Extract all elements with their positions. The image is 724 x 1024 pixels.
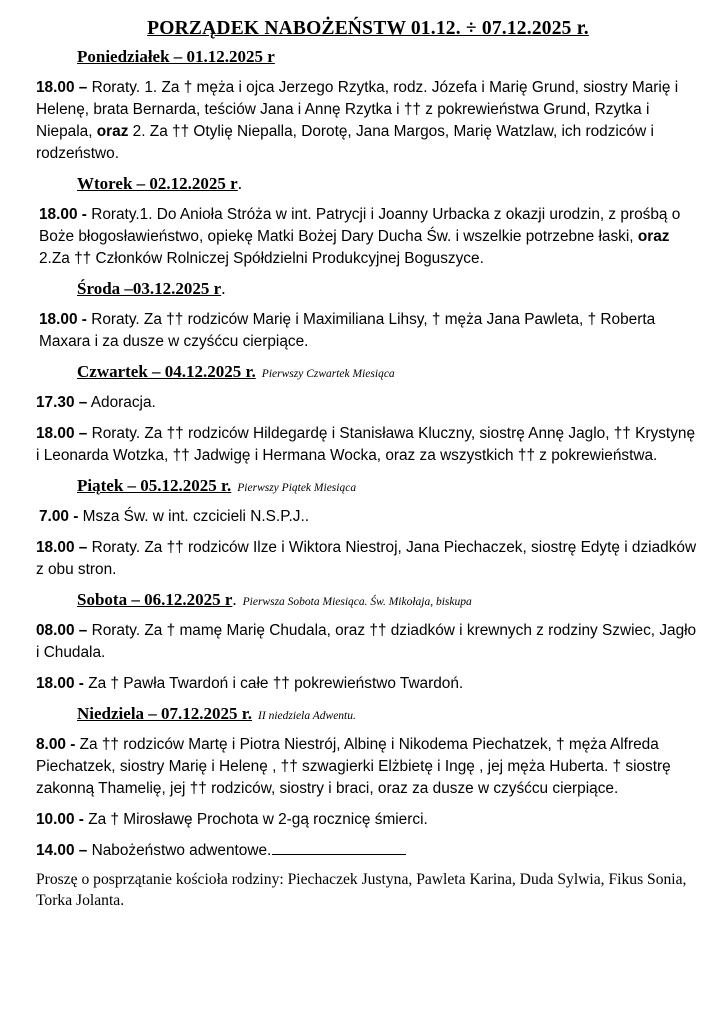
day-heading <box>77 362 700 384</box>
day-heading <box>77 476 700 498</box>
intention-text: Nabożeństwo adwentowe. <box>87 842 272 859</box>
mass-entry <box>36 309 700 353</box>
intention-text: Za †† rodziców Martę i Piotra Niestrój, Albinę i Nikodema Piechatzek, † męża Alfreda Piechatzek, siostry Marię i Helenę , †† szwagierki Elżbietę i Ingę , jej męża Huberta. † siostrę zakonną Thamelię, jej †† rodziców, siostry i braci, oraz za dusze w czyśćcu cierpiące. <box>36 736 671 797</box>
day-section <box>36 476 700 581</box>
day-heading-note: Pierwszy Piątek Miesiąca <box>237 482 357 494</box>
day-heading-note: Pierwszy Czwartek Miesiąca <box>261 368 395 380</box>
mass-time: 10.00 - <box>36 811 84 828</box>
day-section <box>36 704 700 862</box>
conjunction-bold: oraz <box>637 228 670 245</box>
mass-time: 18.00 - <box>39 311 87 328</box>
intention-text: Roraty.1. Do Anioła Stróża w int. Patrycji i Joanny Urbacka z okazji urodzin, z prośbą o Boże błogosławieństwo, opiekę Matki Bożej Dary Ducha Św. i wszelkie potrzebne łaski, <box>39 206 681 245</box>
day-section <box>36 590 700 695</box>
mass-entry <box>36 734 700 800</box>
intention-text: Roraty. 1. Za † męża i ojca Jerzego Rzytka, rodz. Józefa i Marię Grund, siostry Marię i Helenę, brata Bernarda, teściów Jana i Annę Rzytka i †† z pokrewieństwa Grund, Rzytka i Niepala, <box>36 79 679 140</box>
day-heading-title: Poniedziałek – 01.12.2025 r <box>77 47 275 66</box>
mass-entry <box>36 423 700 467</box>
day-heading-note: II niedziela Adwentu. <box>258 710 356 722</box>
document-title: PORZĄDEK NABOŻEŃSTW 01.12. ÷ 07.12.2025 r. <box>147 18 589 39</box>
mass-time: 8.00 - <box>36 736 76 753</box>
day-heading-tail: . <box>237 174 242 193</box>
intention-text: Roraty. Za †† rodziców Marię i Maximiliana Lihsy, † męża Jana Pawleta, † Roberta Maxara i za dusze w czyśćcu cierpiące. <box>39 311 656 350</box>
day-heading <box>77 279 700 301</box>
intention-text: Roraty. Za †† rodziców Ilze i Wiktora Niestroj, Jana Piechaczek, siostrę Edytę i dziadków z obu stron. <box>36 539 697 578</box>
intention-text: 2. Za †† Otylię Niepalla, Dorotę, Jana Margos, Marię Watzlaw, ich rodziców i rodzeństwo. <box>36 123 654 162</box>
day-heading-title: Wtorek – 02.12.2025 r <box>77 174 238 193</box>
mass-entry <box>36 809 700 831</box>
mass-time: 18.00 – <box>36 425 88 442</box>
day-heading <box>77 590 700 612</box>
day-heading-title: Środa –03.12.2025 r <box>77 279 222 298</box>
mass-entry <box>36 537 700 581</box>
mass-time: 14.00 – <box>36 842 88 859</box>
mass-entry <box>36 77 700 165</box>
day-heading <box>77 47 700 69</box>
mass-entry <box>36 673 700 695</box>
day-section <box>36 279 700 353</box>
day-section <box>36 362 700 467</box>
mass-entry <box>36 204 700 270</box>
day-heading-title: Czwartek – 04.12.2025 r. <box>77 362 256 381</box>
mass-entry <box>36 506 700 528</box>
day-heading <box>77 174 700 196</box>
intention-text: Roraty. Za † mamę Marię Chudala, oraz †† dziadków i krewnych z rodziny Szwiec, Jagło i Chudala. <box>36 622 697 661</box>
day-section <box>36 47 700 165</box>
blank-line <box>272 840 406 855</box>
day-heading-title: Piątek – 05.12.2025 r. <box>77 476 232 495</box>
intention-text: Za † Mirosławę Prochota w 2-gą rocznicę śmierci. <box>83 811 428 828</box>
day-section <box>36 174 700 270</box>
mass-entry <box>36 620 700 664</box>
mass-entry <box>36 840 700 862</box>
mass-time: 18.00 - <box>39 206 87 223</box>
cleaning-notice: Proszę o posprzątanie kościoła rodziny: Piechaczek Justyna, Pawleta Karina, Duda Sylwia, Fikus Sonia, Torka Jolanta. <box>36 871 687 909</box>
intention-text: Msza Św. w int. czcicieli N.S.P.J.. <box>78 508 309 525</box>
intention-text: Za † Pawła Twardoń i całe †† pokrewieństwo Twardoń. <box>83 675 464 692</box>
mass-time: 08.00 – <box>36 622 88 639</box>
mass-time: 18.00 – <box>36 539 88 556</box>
days-list <box>36 47 700 862</box>
mass-time: 7.00 - <box>39 508 79 525</box>
day-heading-tail: . <box>221 279 226 298</box>
mass-time: 18.00 - <box>36 675 84 692</box>
schedule-document <box>36 18 700 911</box>
day-heading-title: Sobota – 06.12.2025 r <box>77 590 233 609</box>
mass-entry <box>36 392 700 414</box>
intention-text: Adoracja. <box>87 394 156 411</box>
day-heading-tail: . <box>232 590 237 609</box>
day-heading <box>77 704 700 726</box>
intention-text: 2.Za †† Członków Rolniczej Spółdzielni Produkcyjnej Boguszyce. <box>39 250 484 267</box>
mass-time: 18.00 – <box>36 79 88 96</box>
conjunction-bold: oraz <box>96 123 129 140</box>
intention-text: Roraty. Za †† rodziców Hildegardę i Stanisława Kluczny, siostrę Annę Jaglo, †† Krystynę i Leonarda Wotzka, †† Jadwigę i Hermana Wocka, oraz za wszystkich †† z pokrewieństwa. <box>36 425 696 464</box>
day-heading-note: Pierwsza Sobota Miesiąca. Św. Mikołaja, biskupa <box>242 596 472 608</box>
day-heading-title: Niedziela – 07.12.2025 r. <box>77 704 253 723</box>
mass-time: 17.30 – <box>36 394 88 411</box>
